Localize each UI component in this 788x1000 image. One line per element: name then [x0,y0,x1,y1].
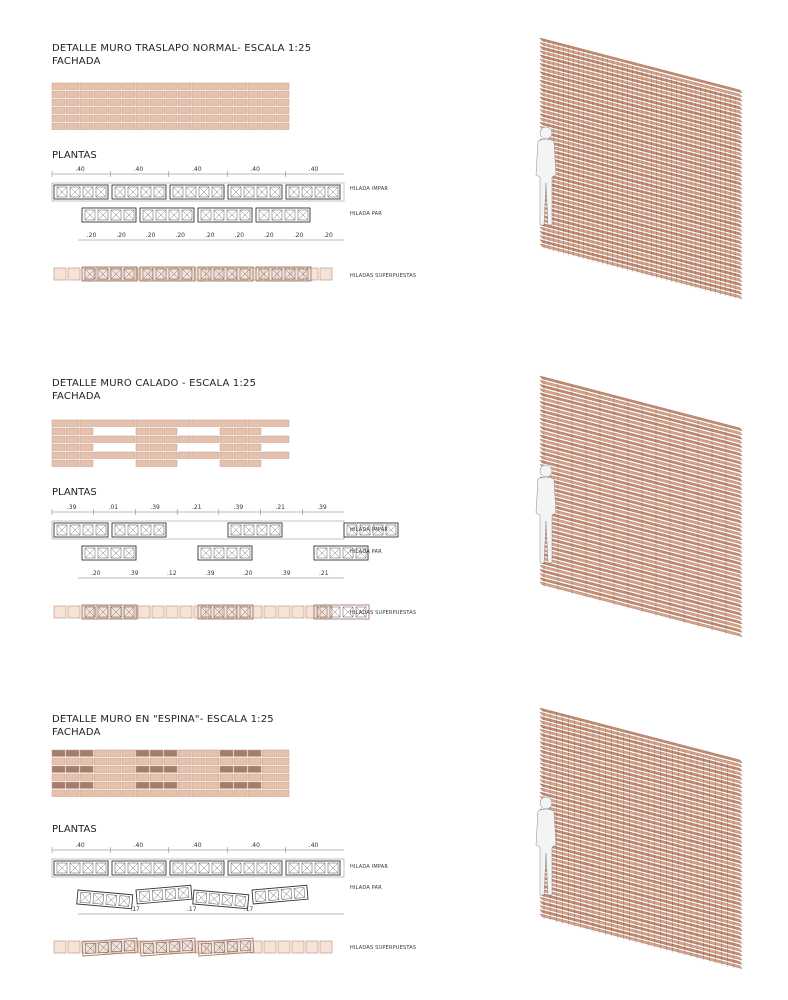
brick [164,782,177,789]
brick [234,750,247,757]
brick [52,790,65,797]
brick [234,782,247,789]
cell-x [196,892,207,903]
brick [108,766,121,773]
brick [164,766,177,773]
cell-x [235,896,246,907]
label-hilada-impar: HILADA IMPAR [350,527,389,533]
sup-cell [250,941,262,953]
brick [178,758,191,765]
sup-cell [278,941,290,953]
brick [248,750,261,757]
dim-label-bottom: .20 [175,232,185,239]
brick [192,782,205,789]
label-hiladas-superpuestas: HILADAS SUPERPUESTAS [350,610,417,616]
brick [192,750,205,757]
dim-label-top: .39 [233,504,244,511]
brick [178,766,191,773]
brick [262,750,275,757]
figure-head [540,797,552,809]
dim-label-bottom: .20 [116,232,126,239]
fachada-label: FACHADA [52,391,101,402]
cell-x [178,887,189,898]
dim-label-top: .40 [250,166,260,173]
brick [150,750,163,757]
brick [136,766,149,773]
wall-group [536,708,742,969]
dim-label-top: .21 [275,504,285,511]
cell-x [165,889,176,900]
sup-cell [68,941,80,953]
brick [262,774,275,781]
brick [136,774,149,781]
brick [248,766,261,773]
brick [80,774,93,781]
brick [150,774,163,781]
brick [248,782,261,789]
plantas-label: PLANTAS [52,824,97,835]
sup-cell [54,941,66,953]
brick [262,782,275,789]
dim-label-bottom: .20 [86,232,97,239]
sup-cell [264,941,276,953]
brick [94,774,107,781]
cell-x [106,895,117,906]
dim-label-top: .40 [133,842,144,849]
wall-perspective [520,700,760,975]
brick [52,750,65,757]
brick [220,782,233,789]
dim-label-bottom: .21 [319,570,329,577]
dim-label-bottom: .12 [167,570,177,577]
dim-label-top: .40 [75,842,85,849]
sup-cell [306,941,318,953]
brick [178,790,191,797]
brick [80,790,93,797]
brick [178,750,191,757]
section-title [52,713,274,739]
brick [108,790,121,797]
brick [136,782,149,789]
brick [108,774,121,781]
cell-x [139,891,150,902]
label-hiladas-superpuestas: HILADAS SUPERPUESTAS [350,273,417,279]
brick [206,758,219,765]
cell-x [93,893,104,904]
dim-label-top: .21 [192,504,202,511]
cell-x [152,890,163,901]
brick [66,790,79,797]
brick [122,774,135,781]
dim-label-top: .39 [317,504,327,511]
brick [108,750,121,757]
brick [164,750,177,757]
dim-label-bottom: .20 [234,232,245,239]
dim-label-bottom: .20 [264,232,274,239]
brick [192,766,205,773]
brick [52,758,65,765]
brick [108,782,121,789]
brick [136,758,149,765]
plan-group [52,842,344,956]
brick [234,758,247,765]
brick [248,758,261,765]
brick [276,782,289,789]
cell-x [255,891,266,902]
cell-x [119,896,130,907]
brick [80,766,93,773]
brick [276,758,289,765]
brick [248,790,261,797]
block-tilted [136,885,192,904]
cell-x [294,887,305,898]
dim-label-top: .39 [66,504,77,511]
fachada-elevation [52,750,292,802]
fachada-label: FACHADA [52,56,101,67]
plantas-label: PLANTAS [52,487,97,498]
title-text: DETALLE MURO TRASLAPO NORMAL- ESCALA 1:25 [52,43,312,54]
cell-x [268,890,279,901]
brick [234,766,247,773]
brick [276,774,289,781]
brick [94,790,107,797]
brick [94,782,107,789]
brick [66,782,79,789]
brick [94,766,107,773]
block-tilted [77,890,133,909]
dim-label-bottom: .20 [323,232,333,239]
brick [122,758,135,765]
brick [192,774,205,781]
brick [234,790,247,797]
plan-diagram [48,836,348,971]
brick [220,766,233,773]
dim-label-top: .40 [133,166,144,173]
brick [276,750,289,757]
dim-label-bottom: .39 [281,570,291,577]
brick [220,790,233,797]
dim-label-top: .40 [192,166,202,173]
brick [178,774,191,781]
brick [150,782,163,789]
dim-label-bottom: .20 [205,232,215,239]
brick [52,774,65,781]
brick [220,750,233,757]
brick [164,790,177,797]
dim-label-bottom: .20 [145,232,156,239]
dim-label-top: .40 [308,166,319,173]
title-text: DETALLE MURO EN "ESPINA"- ESCALA 1:25 [52,714,274,725]
block-tilted [252,885,308,904]
brick [136,790,149,797]
plantas-label: PLANTAS [52,150,97,161]
brick [150,790,163,797]
dim-label-bottom: .17 [187,906,197,913]
brick [220,758,233,765]
brick [248,774,261,781]
brick [94,750,107,757]
brick [52,766,65,773]
brick [66,758,79,765]
label-hiladas-superpuestas: HILADAS SUPERPUESTAS [350,945,417,951]
brick [206,782,219,789]
brick [276,766,289,773]
sup-cell [166,941,178,953]
dim-label-bottom: .39 [129,570,139,577]
dim-label-top: .40 [75,166,85,173]
dim-label-bottom: .17 [130,906,140,913]
sup-cell [320,941,332,953]
brick [94,758,107,765]
cell-x [80,892,91,903]
brick [206,766,219,773]
brick [108,758,121,765]
cell-x [281,889,292,900]
brick [262,758,275,765]
dim-label-bottom: .20 [293,232,304,239]
brick [150,758,163,765]
sup-cell [292,941,304,953]
brick [192,790,205,797]
dim-label-top: .40 [192,842,202,849]
brick [220,774,233,781]
dim-label-bottom: .39 [205,570,215,577]
brick [52,782,65,789]
dim-label-top: .39 [150,504,160,511]
brick [80,782,93,789]
dim-label-bottom: .20 [91,570,101,577]
brick [164,774,177,781]
label-hilada-par: HILADA PAR [350,885,382,891]
brick [136,750,149,757]
brick [164,758,177,765]
label-hilada-par: HILADA PAR [350,211,382,217]
dim-label-top: .40 [308,842,319,849]
brick [66,774,79,781]
cell-x [209,893,220,904]
cell-x [222,895,233,906]
dim-label-bottom: .20 [243,570,253,577]
brick [80,750,93,757]
dim-label-bottom: .17 [243,906,254,913]
brick [150,766,163,773]
dim-label-top: .40 [250,842,260,849]
brick [206,750,219,757]
label-hilada-par: HILADA PAR [350,549,382,555]
brick [276,790,289,797]
brick [122,782,135,789]
label-hilada-impar: HILADA IMPAR [350,864,389,870]
brick [80,758,93,765]
brick [122,790,135,797]
brick [66,766,79,773]
brick [262,790,275,797]
title-text: DETALLE MURO CALADO - ESCALA 1:25 [52,378,257,389]
brick [262,766,275,773]
brick [122,750,135,757]
brick [178,782,191,789]
label-hilada-impar: HILADA IMPAR [350,186,389,192]
block-tilted [193,890,249,909]
brick [192,758,205,765]
brick [234,774,247,781]
brick [206,774,219,781]
dim-label-top: .01 [108,504,119,511]
brick [66,750,79,757]
fachada-label: FACHADA [52,727,101,738]
brick [122,766,135,773]
brick [206,790,219,797]
